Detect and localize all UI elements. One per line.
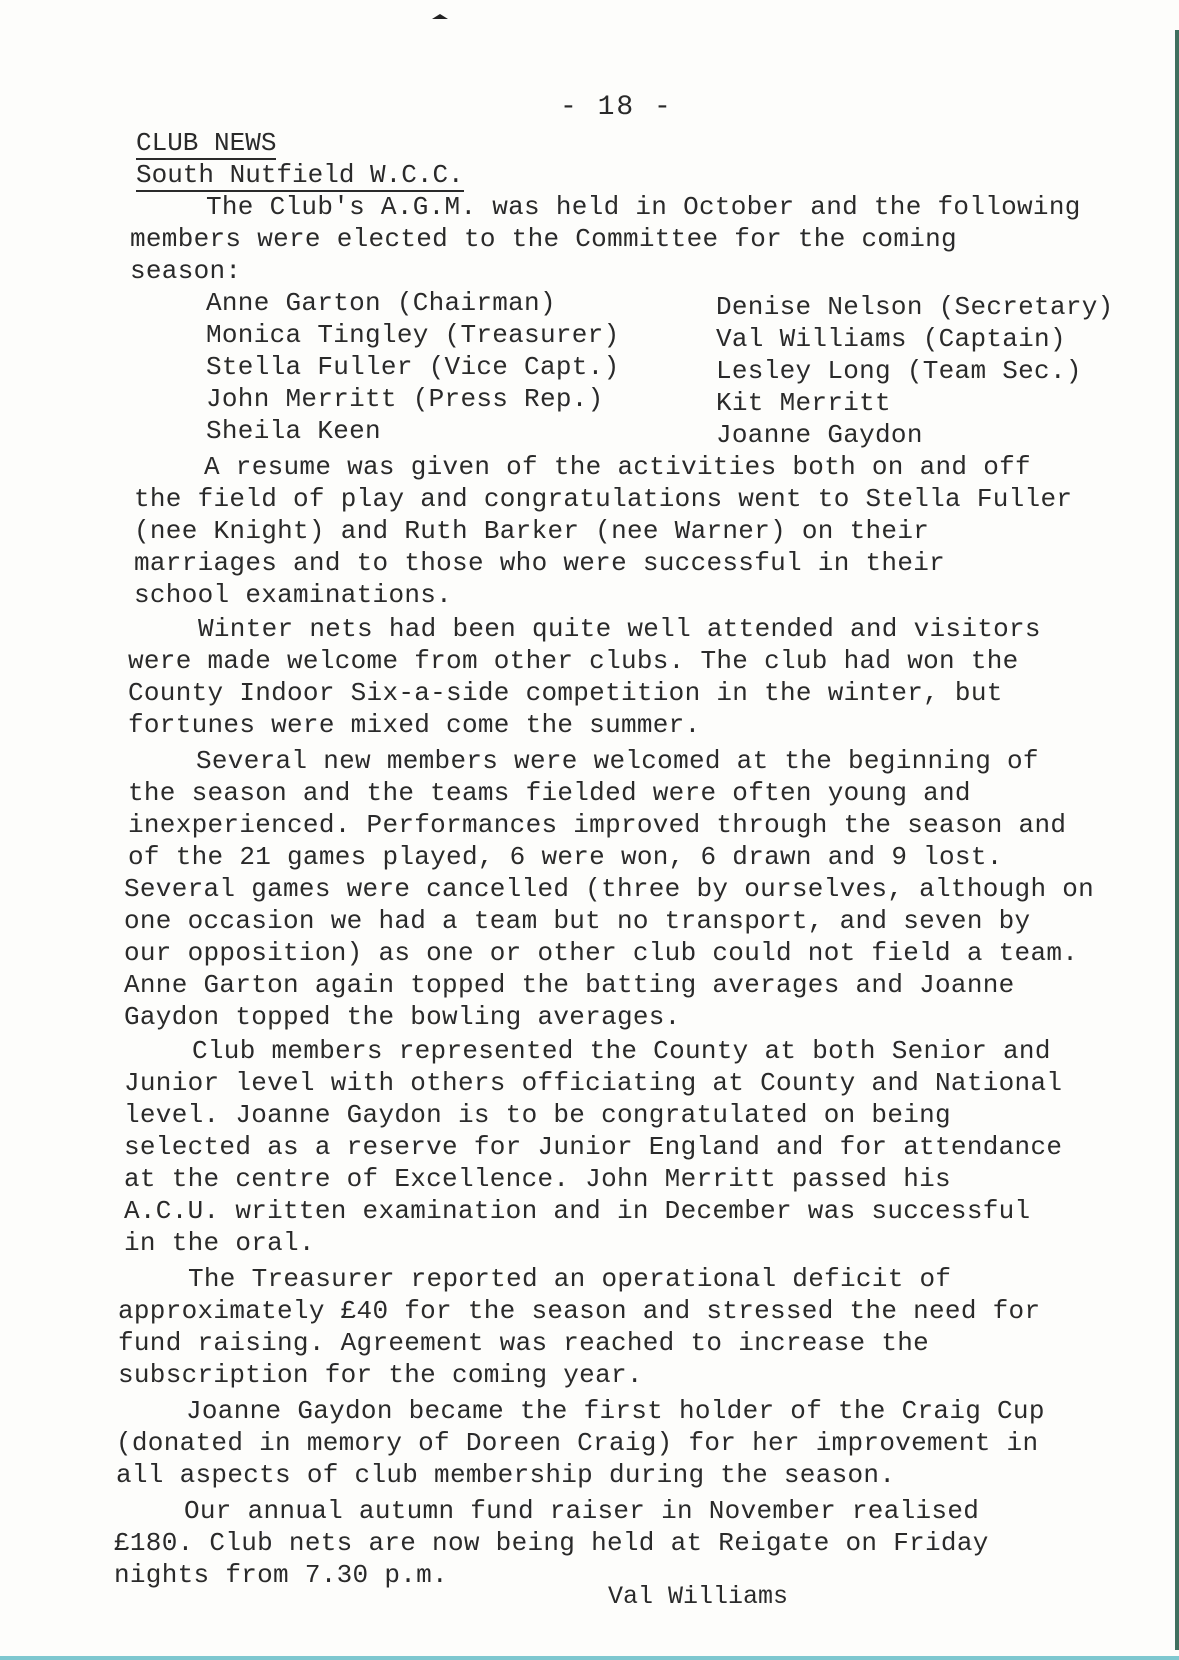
committee-member: Val Williams (Captain) xyxy=(716,324,1066,354)
text-line: the field of play and congratulations went to Stella Fuller xyxy=(134,484,1073,514)
text-line: of the 21 games played, 6 were won, 6 drawn and 9 lost. xyxy=(128,842,1003,872)
text-line: fund raising. Agreement was reached to increase the xyxy=(118,1328,930,1358)
text-line: (donated in memory of Doreen Craig) for her improvement in xyxy=(116,1428,1039,1458)
section-heading: CLUB NEWS xyxy=(136,128,277,158)
text-line: inexperienced. Performances improved through the season and xyxy=(128,810,1067,840)
text-line: in the oral. xyxy=(124,1228,315,1258)
committee-member: Sheila Keen xyxy=(206,416,381,446)
text-line: season: xyxy=(130,256,242,286)
text-line: County Indoor Six-a-side competition in the winter, but xyxy=(128,678,1003,708)
text-line: Several new members were welcomed at the beginning of xyxy=(196,746,1039,776)
text-line: Club members represented the County at both Senior and xyxy=(192,1036,1051,1066)
text-line: school examinations. xyxy=(134,580,453,610)
text-line: The Club's A.G.M. was held in October and the following xyxy=(206,192,1081,222)
text-line: nights from 7.30 p.m. xyxy=(114,1560,448,1590)
text-line: Anne Garton again topped the batting averages and Joanne xyxy=(124,970,1015,1000)
text-line: Several games were cancelled (three by ourselves, although on xyxy=(124,874,1095,904)
committee-member: Kit Merritt xyxy=(716,388,891,418)
committee-member: Stella Fuller (Vice Capt.) xyxy=(206,352,620,382)
committee-member: Anne Garton (Chairman) xyxy=(206,288,556,318)
text-line: at the centre of Excellence. John Merritt passed his xyxy=(124,1164,951,1194)
text-line: members were elected to the Committee for the coming xyxy=(130,224,957,254)
text-line: subscription for the coming year. xyxy=(118,1360,643,1390)
author-signature: Val Williams xyxy=(608,1582,789,1611)
text-line: fortunes were mixed come the summer. xyxy=(128,710,701,740)
text-line: one occasion we had a team but no transport, and seven by xyxy=(124,906,1031,936)
club-name-heading: South Nutfield W.C.C. xyxy=(136,160,464,190)
text-line: level. Joanne Gaydon is to be congratulated on being xyxy=(124,1100,951,1130)
text-line: Joanne Gaydon became the first holder of the Craig Cup xyxy=(186,1396,1045,1426)
text-line: A resume was given of the activities both on and off xyxy=(204,452,1031,482)
text-line: the season and the teams fielded were often young and xyxy=(128,778,971,808)
text-line: Winter nets had been quite well attended and visitors xyxy=(198,614,1041,644)
committee-member: John Merritt (Press Rep.) xyxy=(206,384,604,414)
scan-mark-icon xyxy=(432,14,448,19)
text-line: were made welcome from other clubs. The club had won the xyxy=(128,646,1019,676)
text-line: marriages and to those who were successful in their xyxy=(134,548,946,578)
page-edge-bottom xyxy=(0,1656,1179,1660)
text-line: Gaydon topped the bowling averages. xyxy=(124,1002,681,1032)
text-line: selected as a reserve for Junior England and for attendance xyxy=(124,1132,1063,1162)
text-line: The Treasurer reported an operational deficit of xyxy=(188,1264,952,1294)
text-line: our opposition) as one or other club could not field a team. xyxy=(124,938,1079,968)
text-line: Our annual autumn fund raiser in November realised xyxy=(184,1496,980,1526)
text-line: A.C.U. written examination and in December was successful xyxy=(124,1196,1031,1226)
text-line: all aspects of club membership during the season. xyxy=(116,1460,896,1490)
text-line: (nee Knight) and Ruth Barker (nee Warner) on their xyxy=(134,516,930,546)
text-line: Junior level with others officiating at County and National xyxy=(124,1068,1063,1098)
text-line: approximately £40 for the season and stressed the need for xyxy=(118,1296,1041,1326)
committee-member: Monica Tingley (Treasurer) xyxy=(206,320,620,350)
page-number: - 18 - xyxy=(560,92,673,123)
committee-member: Lesley Long (Team Sec.) xyxy=(716,356,1082,386)
page-edge xyxy=(1175,30,1179,1650)
committee-member: Joanne Gaydon xyxy=(716,420,923,450)
committee-member: Denise Nelson (Secretary) xyxy=(716,292,1114,322)
text-line: £180. Club nets are now being held at Reigate on Friday xyxy=(114,1528,989,1558)
